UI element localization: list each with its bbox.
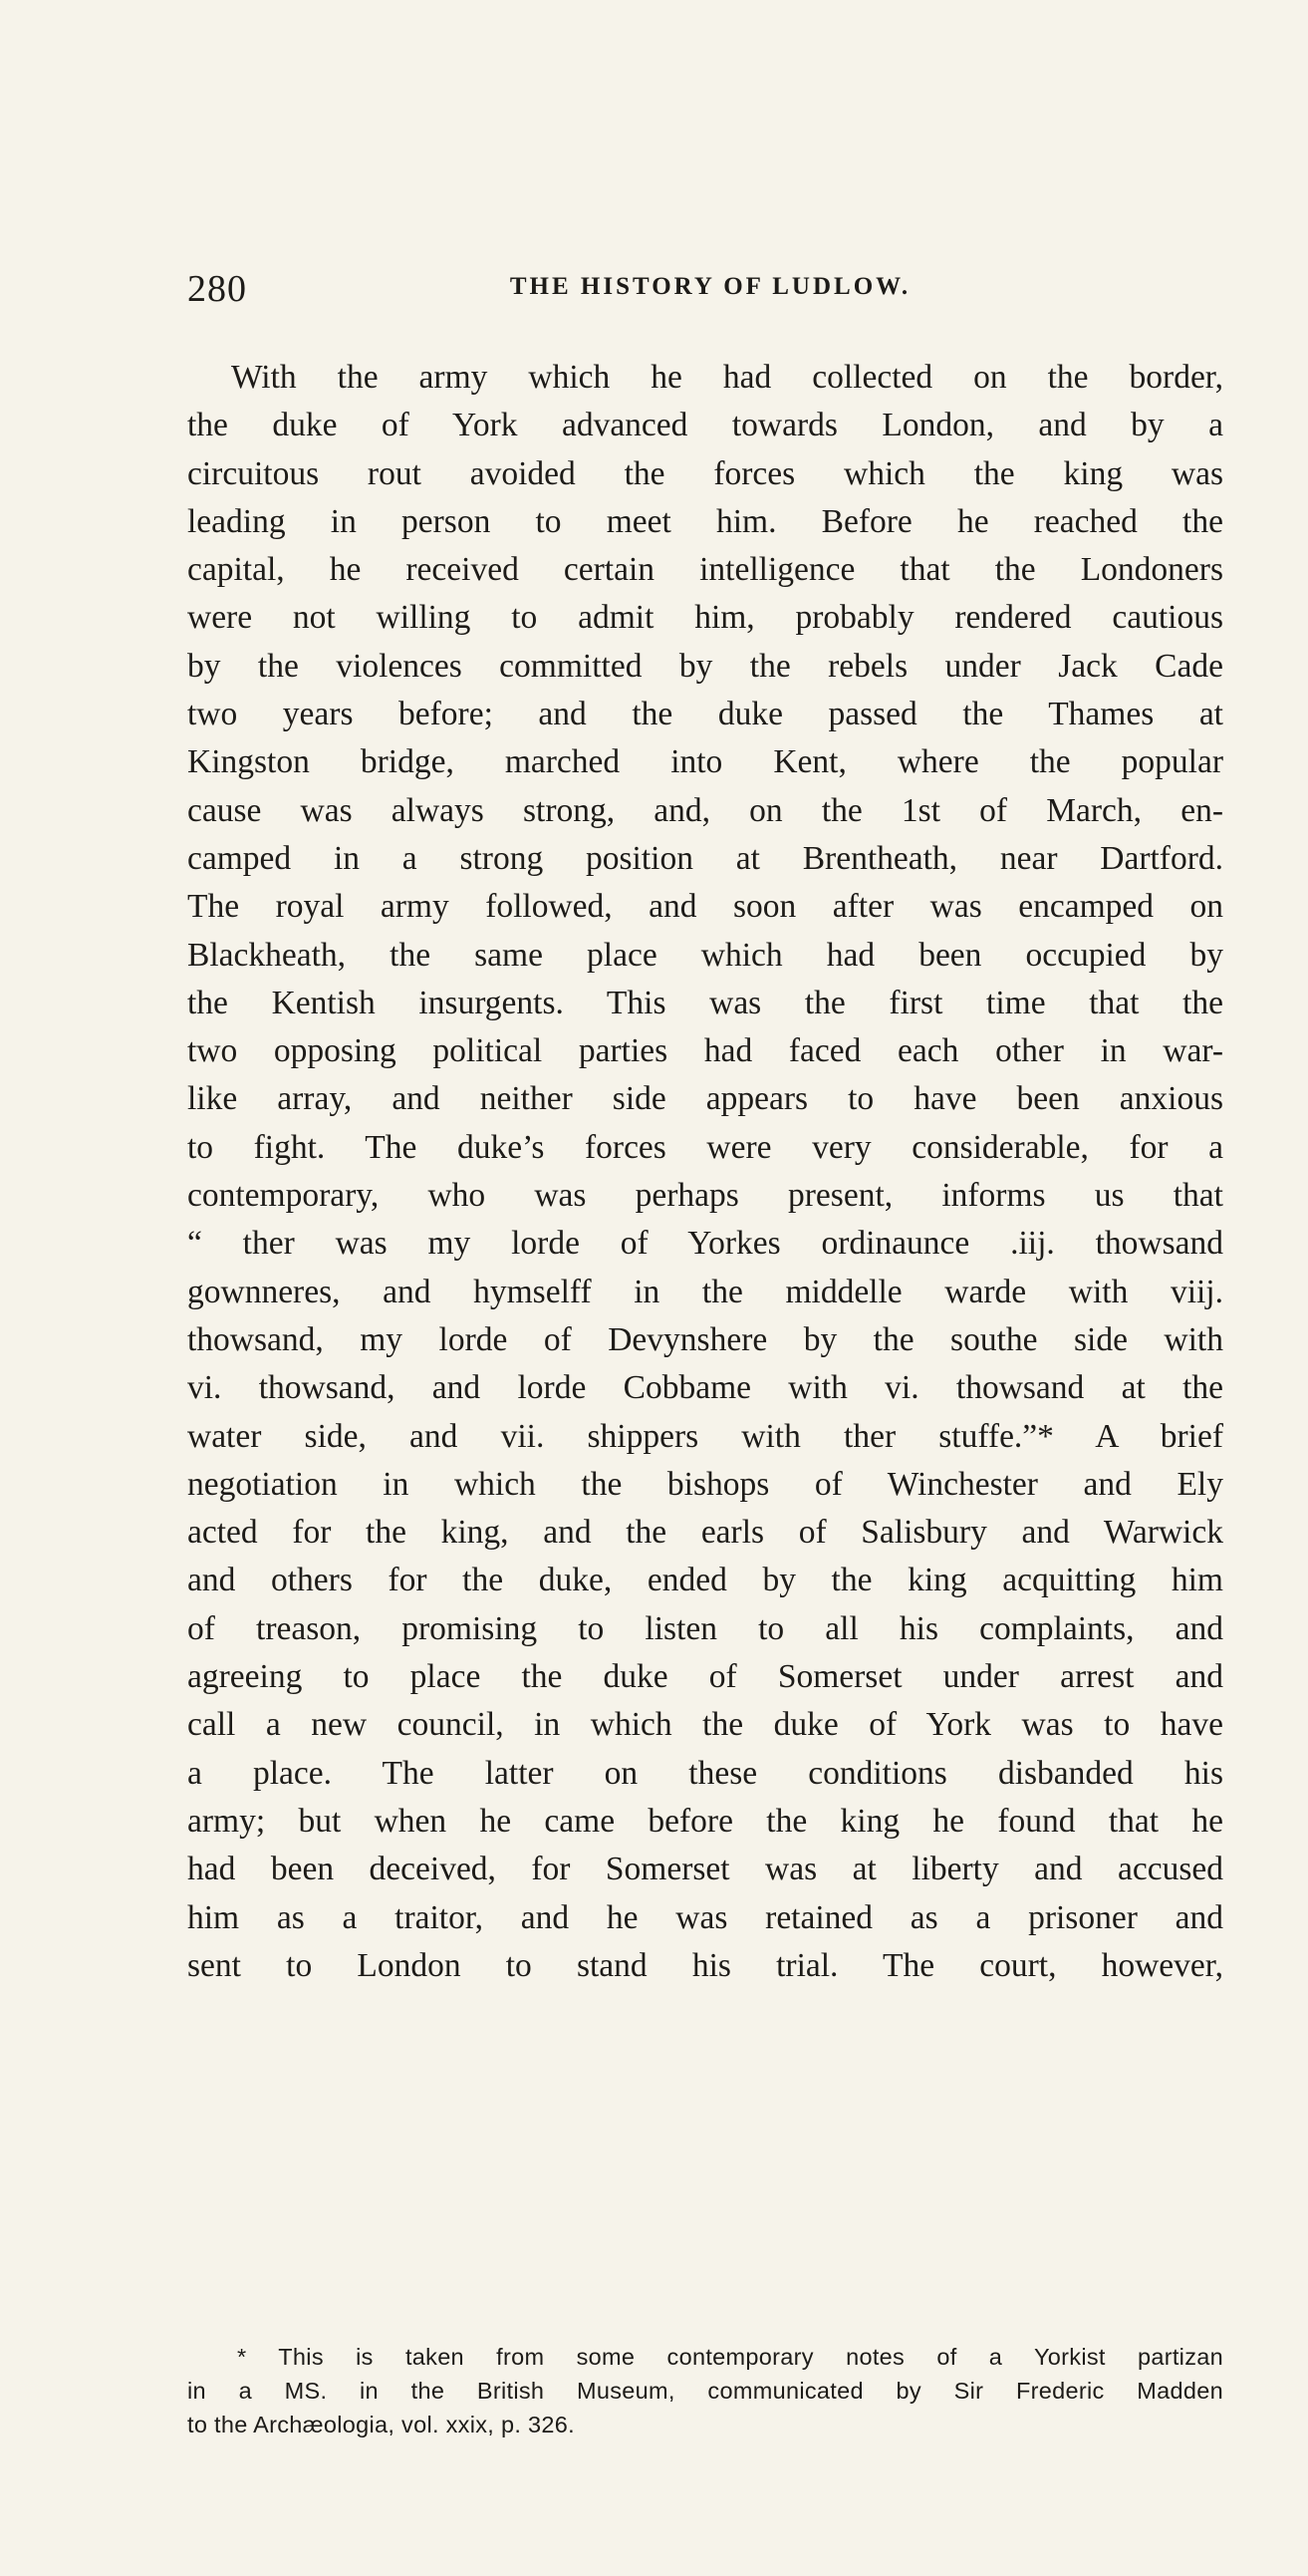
running-head: THE HISTORY OF LUDLOW. bbox=[509, 273, 912, 300]
text-line: two years before; and the duke passed the Thames at bbox=[187, 696, 1223, 733]
footnote bbox=[187, 2340, 1223, 2441]
text-line: camped in a strong position at Brentheath, near Dartford. bbox=[187, 839, 1223, 877]
text-line: cause was always strong, and, on the 1st of March, en- bbox=[187, 791, 1223, 829]
text-line: acted for the king, and the earls of Salisbury and Warwick bbox=[187, 1514, 1223, 1552]
text-line: negotiation in which the bishops of Winchester and Ely bbox=[187, 1465, 1223, 1503]
text-line: had been deceived, for Somerset was at liberty and accused bbox=[187, 1851, 1223, 1888]
text-line: The royal army followed, and soon after was encamped on bbox=[187, 888, 1223, 926]
text-line: Blackheath, the same place which had been occupied by bbox=[187, 936, 1223, 974]
text-line: and others for the duke, ended by the king acquitting him bbox=[187, 1562, 1223, 1599]
text-line: to fight. The duke’s forces were very considerable, for a bbox=[187, 1128, 1223, 1166]
text-line: sent to London to stand his trial. The court, however, bbox=[187, 1946, 1223, 1984]
text-line: gownneres, and hymselff in the middelle warde with viij. bbox=[187, 1273, 1223, 1310]
footnote-line: in a MS. in the British Museum, communicated by Sir Frederic Madden bbox=[187, 2378, 1223, 2404]
text-line: by the violences committed by the rebels under Jack Cade bbox=[187, 647, 1223, 685]
text-line: vi. thowsand, and lorde Cobbame with vi. thowsand at the bbox=[187, 1369, 1223, 1407]
text-line: of treason, promising to listen to all his complaints, and bbox=[187, 1609, 1223, 1647]
text-line: “ ther was my lorde of Yorkes ordinaunce .iij. thowsand bbox=[187, 1225, 1223, 1263]
text-line: contemporary, who was perhaps present, informs us that bbox=[187, 1177, 1223, 1215]
footnote-line: to the Archæologia, vol. xxix, p. 326. bbox=[187, 2412, 575, 2437]
text-line: were not willing to admit him, probably rendered cautious bbox=[187, 599, 1223, 637]
text-line: leading in person to meet him. Before he reached the bbox=[187, 502, 1223, 540]
text-line: two opposing political parties had faced each other in war- bbox=[187, 1032, 1223, 1070]
text-line: the Kentish insurgents. This was the first time that the bbox=[187, 984, 1223, 1021]
text-line: thowsand, my lorde of Devynshere by the southe side with bbox=[187, 1320, 1223, 1358]
text-line: water side, and vii. shippers with ther stuffe.”* A brief bbox=[187, 1417, 1223, 1455]
body-paragraph bbox=[187, 354, 1223, 1990]
page-header bbox=[187, 267, 1233, 317]
text-line: army; but when he came before the king he found that he bbox=[187, 1802, 1223, 1840]
text-line: capital, he received certain intelligence that the Londoners bbox=[187, 551, 1223, 589]
text-line: circuitous rout avoided the forces which the king was bbox=[187, 454, 1223, 492]
text-line: the duke of York advanced towards London, and by a bbox=[187, 407, 1223, 444]
text-line: a place. The latter on these conditions disbanded his bbox=[187, 1754, 1223, 1792]
text-line: like array, and neither side appears to have been anxious bbox=[187, 1080, 1223, 1118]
page-number: 280 bbox=[187, 268, 247, 310]
footnote-line: * This is taken from some contemporary notes of a Yorkist partizan bbox=[237, 2344, 1223, 2370]
text-line: call a new council, in which the duke of York was to have bbox=[187, 1706, 1223, 1744]
text-line: agreeing to place the duke of Somerset under arrest and bbox=[187, 1658, 1223, 1696]
text-line: With the army which he had collected on the border, bbox=[231, 359, 1223, 396]
text-line: him as a traitor, and he was retained as a prisoner and bbox=[187, 1898, 1223, 1936]
text-line: Kingston bridge, marched into Kent, where the popular bbox=[187, 743, 1223, 781]
